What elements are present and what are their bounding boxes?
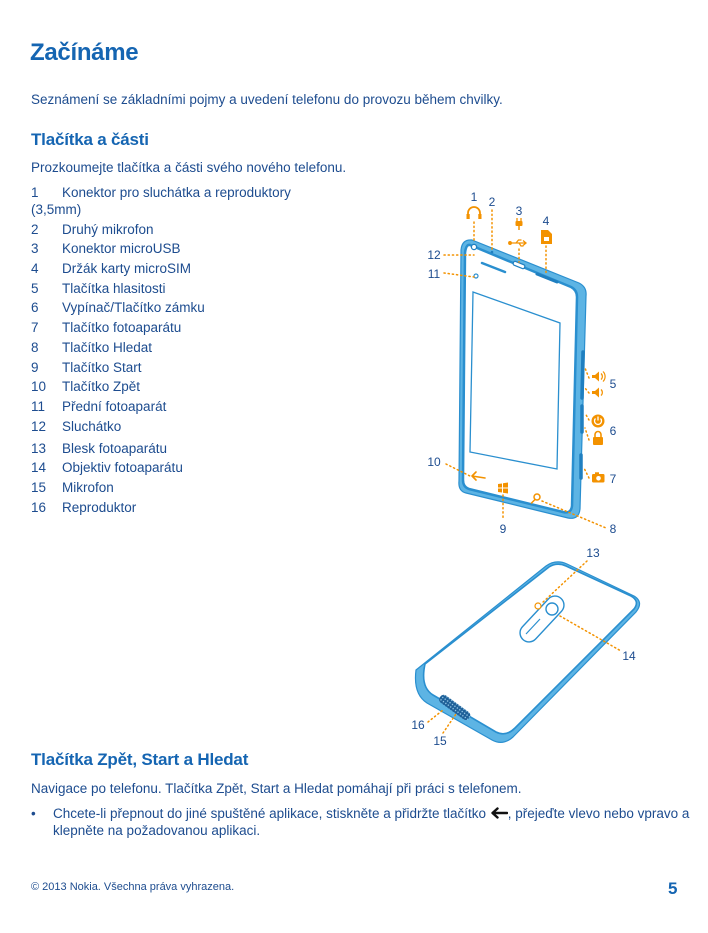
item-label: Objektiv fotoaparátu xyxy=(62,460,183,476)
list-item xyxy=(31,359,327,376)
phone-illustration xyxy=(400,180,700,760)
callout-3: 3 xyxy=(515,204,523,218)
list-item xyxy=(31,398,327,415)
list-item xyxy=(31,221,327,238)
item-label: Tlačítko Zpět xyxy=(62,379,141,395)
item-number: 13 xyxy=(31,440,47,456)
list-item xyxy=(31,339,327,356)
item-label: Konektor pro sluchátka a reproduktory (3,5mm) xyxy=(31,185,291,217)
camera-flash xyxy=(535,603,541,609)
callout-16: 16 xyxy=(411,718,425,732)
callout-10: 10 xyxy=(427,455,441,469)
volume-up-icon xyxy=(592,372,605,382)
item-label: Sluchátko xyxy=(62,418,122,434)
item-label: Blesk fotoaparátu xyxy=(62,440,168,456)
callout-14: 14 xyxy=(622,649,636,663)
list-item xyxy=(31,499,327,516)
item-number: 8 xyxy=(31,339,39,355)
plug-icon xyxy=(516,218,523,230)
item-number: 2 xyxy=(31,221,39,237)
list-item xyxy=(31,240,327,257)
callout-15: 15 xyxy=(433,734,447,748)
item-number: 7 xyxy=(31,320,39,336)
sim-card-icon xyxy=(541,230,552,244)
item-label: Vypínač/Tlačítko zámku xyxy=(62,300,205,316)
callout-9: 9 xyxy=(499,522,507,536)
camera-icon xyxy=(592,472,605,482)
callout-13: 13 xyxy=(586,546,600,560)
item-number: 5 xyxy=(31,280,39,296)
item-number: 1 xyxy=(31,185,39,200)
phone-front xyxy=(459,240,586,518)
lock-icon xyxy=(593,432,603,445)
parts-list xyxy=(31,184,327,518)
copyright-footer: © 2013 Nokia. Všechna práva vyhrazena. xyxy=(31,881,235,893)
list-item xyxy=(31,299,327,316)
item-label: Reproduktor xyxy=(62,499,137,515)
bullet-text-before: Chcete-li přepnout do jiné spuštěné aplikace, stiskněte a přidržte tlačítko xyxy=(53,806,490,821)
item-number: 4 xyxy=(31,261,39,277)
page-title: Začínáme xyxy=(30,39,139,66)
list-item xyxy=(31,280,327,297)
item-number: 16 xyxy=(31,499,47,515)
section-text-parts: Prozkoumejte tlačítka a části svého nového telefonu. xyxy=(31,160,347,175)
item-label: Přední fotoaparát xyxy=(62,398,167,414)
callout-5: 5 xyxy=(609,377,617,391)
callout-7: 7 xyxy=(609,472,617,486)
item-label: Konektor microUSB xyxy=(62,241,181,257)
list-item xyxy=(31,459,327,476)
back-arrow-icon xyxy=(490,807,508,819)
bullet-text-after: , přejeďte vlevo nebo vpravo a klepněte na požadovanou aplikaci. xyxy=(53,806,690,838)
page-number: 5 xyxy=(668,879,678,898)
phone-screen xyxy=(470,292,560,469)
list-item xyxy=(31,440,327,457)
bullet-text xyxy=(53,805,691,839)
callout-11: 11 xyxy=(427,267,441,281)
item-label: Tlačítko fotoaparátu xyxy=(62,320,182,336)
power-icon xyxy=(592,415,605,428)
volume-down-icon xyxy=(592,388,602,398)
item-number: 14 xyxy=(31,460,47,476)
intro-text: Seznámení se základními pojmy a uvedení telefonu do provozu během chvilky. xyxy=(31,92,503,107)
callout-8: 8 xyxy=(609,522,617,536)
callout-4: 4 xyxy=(542,214,550,228)
item-number: 9 xyxy=(31,359,39,375)
list-item xyxy=(31,418,327,435)
callout-12: 12 xyxy=(427,248,441,262)
item-number: 6 xyxy=(31,300,39,316)
section-heading-navigation: Tlačítka Zpět, Start a Hledat xyxy=(31,750,249,769)
camera-lens xyxy=(546,603,558,615)
mic-hole xyxy=(491,251,494,254)
item-label: Tlačítko Start xyxy=(62,359,142,375)
phone-back xyxy=(415,562,639,742)
callout-1: 1 xyxy=(470,190,478,204)
callout-2: 2 xyxy=(488,195,496,209)
volume-key xyxy=(582,352,583,398)
bullet-marker: • xyxy=(31,806,36,821)
item-number: 11 xyxy=(31,398,46,414)
usb-icon xyxy=(509,240,526,246)
list-item xyxy=(31,260,327,277)
section-heading-parts: Tlačítka a části xyxy=(31,130,149,149)
callout-6: 6 xyxy=(609,424,617,438)
headphone-jack xyxy=(471,244,476,249)
list-item xyxy=(31,319,327,336)
item-label: Držák karty microSIM xyxy=(62,261,192,277)
item-number: 10 xyxy=(31,379,47,395)
list-item xyxy=(31,378,327,395)
item-number: 15 xyxy=(31,479,47,495)
item-number: 12 xyxy=(31,418,47,434)
headphone-icon xyxy=(467,207,482,219)
item-label: Mikrofon xyxy=(62,479,114,495)
item-label: Tlačítka hlasitosti xyxy=(62,280,166,296)
bullet-item xyxy=(31,805,691,839)
item-label: Tlačítko Hledat xyxy=(62,339,153,355)
item-number: 3 xyxy=(31,241,39,257)
list-item xyxy=(31,479,327,496)
item-label: Druhý mikrofon xyxy=(62,221,154,237)
section-text-navigation: Navigace po telefonu. Tlačítka Zpět, Start a Hledat pomáhají při práci s telefonem. xyxy=(31,781,522,796)
list-item xyxy=(31,184,327,218)
